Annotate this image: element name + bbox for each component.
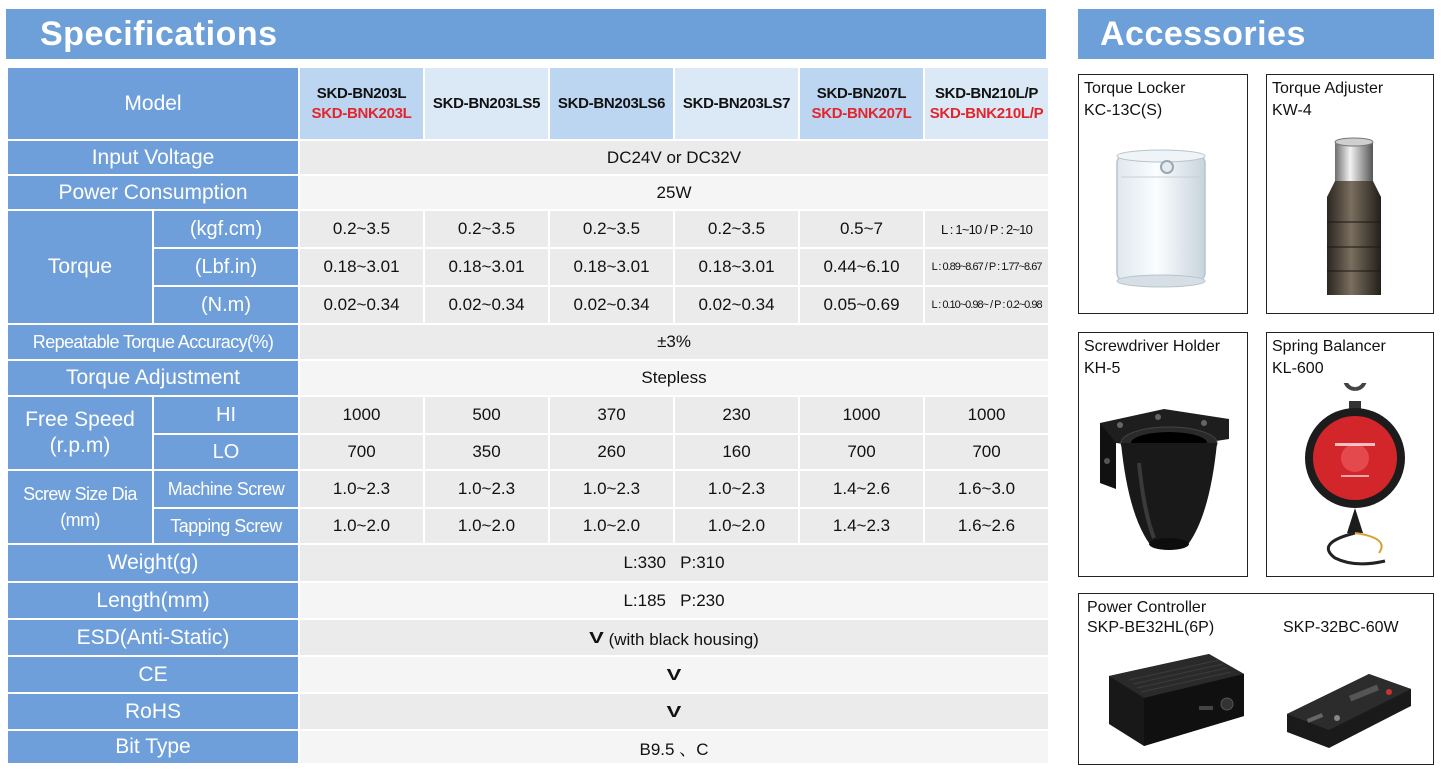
accessory-code: KC-13C(S)	[1084, 102, 1163, 119]
tapping-screw-label: Tapping Screw	[153, 508, 299, 544]
model-name: SKD-BN207L	[816, 84, 907, 102]
accuracy-label: Repeatable Torque Accuracy(%)	[7, 324, 299, 360]
spec-table	[6, 66, 1050, 765]
model-name: SKD-BN203LS7	[682, 94, 791, 112]
torque-value: 0.02~0.34	[674, 286, 799, 324]
rohs-row	[7, 693, 1049, 730]
model-alt-name: SKD-BNK207L	[811, 104, 912, 122]
torque-locker-card	[1078, 74, 1248, 314]
torque-adjuster-icon	[1319, 137, 1389, 302]
accessory-name: Spring Balancer	[1272, 338, 1386, 355]
model-header	[549, 67, 674, 140]
length-value: L:185 P:230	[299, 582, 1049, 619]
speed-hi-value: 370	[549, 396, 674, 434]
torque-value: L : 0.89~8.67 / P : 1.77~8.67	[924, 248, 1049, 286]
free-speed-row	[7, 434, 1049, 470]
speed-hi-value: 1000	[799, 396, 924, 434]
spring-balancer-card	[1266, 332, 1434, 577]
power-consumption-value: 25W	[299, 175, 1049, 210]
rohs-value	[299, 693, 1049, 730]
ce-label: CE	[7, 656, 299, 693]
adjustment-label: Torque Adjustment	[7, 360, 299, 396]
machine-screw-label: Machine Screw	[153, 470, 299, 508]
speed-lo-value: 700	[799, 434, 924, 470]
screw-size-row	[7, 508, 1049, 544]
model-alt-name: SKD-BNK210L/P	[929, 104, 1044, 122]
speed-hi-label: HI	[153, 396, 299, 434]
free-speed-label	[7, 396, 153, 470]
torque-value: 0.2~3.5	[424, 210, 549, 248]
accessory-code-2: SKP-32BC-60W	[1283, 619, 1399, 636]
torque-value: 0.2~3.5	[549, 210, 674, 248]
weight-row	[7, 544, 1049, 582]
input-voltage-label: Input Voltage	[7, 140, 299, 175]
torque-locker-icon	[1111, 147, 1211, 292]
machine-screw-value: 1.0~2.3	[549, 470, 674, 508]
torque-row	[7, 286, 1049, 324]
torque-adjuster-card	[1266, 74, 1434, 314]
speed-lo-value: 160	[674, 434, 799, 470]
spring-balancer-icon	[1295, 383, 1415, 573]
accessories-title: Accessories	[1078, 9, 1434, 59]
accessory-name: Power Controller	[1087, 599, 1207, 616]
torque-value: L : 1~10 / P : 2~10	[924, 210, 1049, 248]
esd-label: ESD(Anti-Static)	[7, 619, 299, 656]
tapping-screw-value: 1.0~2.0	[674, 508, 799, 544]
model-name: SKD-BN203LS6	[557, 94, 666, 112]
machine-screw-value: 1.6~3.0	[924, 470, 1049, 508]
free-speed-unit: (r.p.m)	[49, 434, 111, 457]
torque-row	[7, 248, 1049, 286]
model-name: SKD-BN203L	[316, 84, 407, 102]
free-speed-title: Free Speed	[25, 408, 135, 431]
machine-screw-value: 1.0~2.3	[299, 470, 424, 508]
specifications-title: Specifications	[6, 9, 1046, 59]
speed-lo-label: LO	[153, 434, 299, 470]
torque-value: 0.18~3.01	[299, 248, 424, 286]
screw-size-title: Screw Size Dia	[23, 484, 137, 504]
adjustment-value: Stepless	[299, 360, 1049, 396]
speed-lo-value: 700	[924, 434, 1049, 470]
adjustment-row	[7, 360, 1049, 396]
tapping-screw-value: 1.0~2.0	[424, 508, 549, 544]
ce-row	[7, 656, 1049, 693]
accessory-name: Torque Adjuster	[1272, 80, 1384, 97]
torque-value: 0.02~0.34	[299, 286, 424, 324]
checkmark-icon: V	[666, 702, 682, 720]
torque-row	[7, 210, 1049, 248]
screwdriver-holder-card	[1078, 332, 1248, 577]
free-speed-row	[7, 396, 1049, 434]
weight-label: Weight(g)	[7, 544, 299, 582]
torque-value: 0.44~6.10	[799, 248, 924, 286]
power-consumption-row	[7, 175, 1049, 210]
length-label: Length(mm)	[7, 582, 299, 619]
model-name: SKD-BN203LS5	[432, 94, 541, 112]
length-row	[7, 582, 1049, 619]
torque-value: L : 0.10~0.98~ / P : 0.2~0.98	[924, 286, 1049, 324]
torque-unit: (N.m)	[153, 286, 299, 324]
input-voltage-value: DC24V or DC32V	[299, 140, 1049, 175]
esd-note: (with black housing)	[608, 629, 759, 649]
speed-hi-value: 500	[424, 396, 549, 434]
model-header	[299, 67, 424, 140]
speed-lo-value: 350	[424, 434, 549, 470]
torque-label: Torque	[7, 210, 153, 324]
weight-value: L:330 P:310	[299, 544, 1049, 582]
tapping-screw-value: 1.0~2.0	[549, 508, 674, 544]
machine-screw-value: 1.4~2.6	[799, 470, 924, 508]
model-label: Model	[7, 67, 299, 140]
power-consumption-label: Power Consumption	[7, 175, 299, 210]
bit-type-row	[7, 730, 1049, 764]
machine-screw-value: 1.0~2.3	[674, 470, 799, 508]
speed-hi-value: 230	[674, 396, 799, 434]
accessory-code: KL-600	[1272, 360, 1324, 377]
esd-value	[299, 619, 1049, 656]
tapping-screw-value: 1.4~2.3	[799, 508, 924, 544]
model-header	[924, 67, 1049, 140]
esd-row	[7, 619, 1049, 656]
accessory-code: KW-4	[1272, 102, 1312, 119]
model-header	[674, 67, 799, 140]
rohs-label: RoHS	[7, 693, 299, 730]
power-controller-alt-icon	[1279, 644, 1419, 754]
input-voltage-row	[7, 140, 1049, 175]
accuracy-row	[7, 324, 1049, 360]
torque-value: 0.5~7	[799, 210, 924, 248]
tapping-screw-value: 1.6~2.6	[924, 508, 1049, 544]
model-header	[799, 67, 924, 140]
torque-value: 0.02~0.34	[549, 286, 674, 324]
speed-lo-value: 700	[299, 434, 424, 470]
torque-value: 0.18~3.01	[424, 248, 549, 286]
power-controller-icon	[1099, 646, 1249, 756]
power-controller-card	[1078, 593, 1434, 765]
bit-type-value: B9.5 、C	[299, 730, 1049, 764]
speed-lo-value: 260	[549, 434, 674, 470]
accessory-code: KH-5	[1084, 360, 1121, 377]
speed-hi-value: 1000	[299, 396, 424, 434]
torque-value: 0.18~3.01	[549, 248, 674, 286]
machine-screw-value: 1.0~2.3	[424, 470, 549, 508]
model-row	[7, 67, 1049, 140]
model-header	[424, 67, 549, 140]
accessory-name: Torque Locker	[1084, 80, 1186, 97]
ce-value	[299, 656, 1049, 693]
torque-unit: (Lbf.in)	[153, 248, 299, 286]
screw-size-unit: (mm)	[60, 510, 100, 530]
screw-size-label	[7, 470, 153, 544]
screw-size-row	[7, 470, 1049, 508]
speed-hi-value: 1000	[924, 396, 1049, 434]
checkmark-icon: V	[589, 628, 604, 646]
accessory-code: SKP-BE32HL(6P)	[1087, 619, 1215, 636]
screwdriver-holder-icon	[1094, 403, 1234, 563]
model-alt-name: SKD-BNK203L	[311, 104, 412, 122]
checkmark-icon: V	[666, 665, 682, 683]
torque-value: 0.2~3.5	[674, 210, 799, 248]
tapping-screw-value: 1.0~2.0	[299, 508, 424, 544]
torque-value: 0.18~3.01	[674, 248, 799, 286]
accessory-name: Screwdriver Holder	[1084, 338, 1221, 355]
torque-unit: (kgf.cm)	[153, 210, 299, 248]
torque-value: 0.2~3.5	[299, 210, 424, 248]
model-name: SKD-BN210L/P	[934, 84, 1039, 102]
bit-type-label: Bit Type	[7, 730, 299, 764]
torque-value: 0.02~0.34	[424, 286, 549, 324]
torque-value: 0.05~0.69	[799, 286, 924, 324]
accuracy-value: ±3%	[299, 324, 1049, 360]
